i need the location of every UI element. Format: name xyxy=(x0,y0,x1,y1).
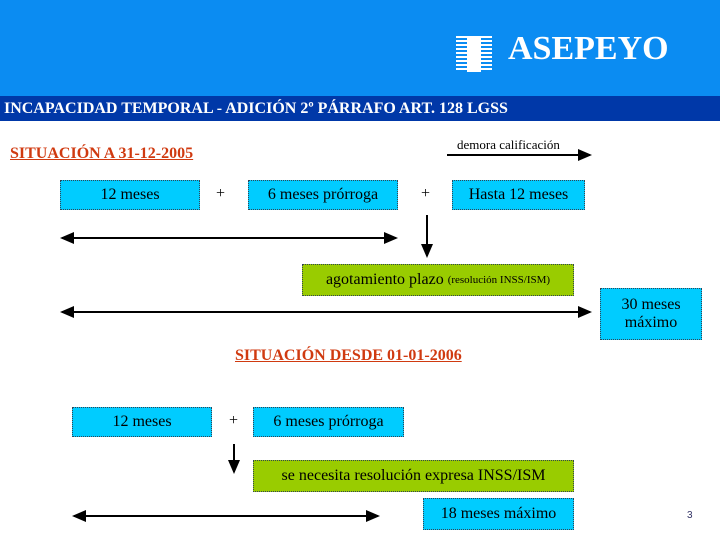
agotamiento-note: (resolución INSS/ISM) xyxy=(447,274,551,286)
box-agotamiento xyxy=(302,264,574,296)
box-resolucion: se necesita resolución expresa INSS/ISM xyxy=(253,460,574,492)
page-number: 3 xyxy=(687,510,693,521)
section2-title: SITUACIÓN DESDE 01-01-2006 xyxy=(235,347,462,364)
logo-cross-icon xyxy=(456,36,492,72)
box-6-meses: 6 meses prórroga xyxy=(248,180,398,210)
agotamiento-label: agotamiento plazo xyxy=(325,271,444,288)
plus-sign: + xyxy=(216,185,226,202)
section1-title: SITUACIÓN A 31-12-2005 xyxy=(10,145,194,162)
box-18-meses: 18 meses máximo xyxy=(423,498,574,530)
box-12-meses: 12 meses xyxy=(60,180,200,210)
box-12-meses-2: 12 meses xyxy=(72,407,212,437)
box-30-meses: 30 meses máximo xyxy=(600,288,702,340)
brand-logo: ASEPEYO xyxy=(508,30,669,67)
slide-title: INCAPACIDAD TEMPORAL - ADICIÓN 2º PÁRRAFO ART. 128 LGSS xyxy=(0,96,720,121)
box-hasta-12: Hasta 12 meses xyxy=(452,180,585,210)
plus-sign: + xyxy=(421,185,431,202)
plus-sign: + xyxy=(229,412,239,429)
box-6-meses-2: 6 meses prórroga xyxy=(253,407,404,437)
delay-label: demora calificación xyxy=(457,137,560,152)
